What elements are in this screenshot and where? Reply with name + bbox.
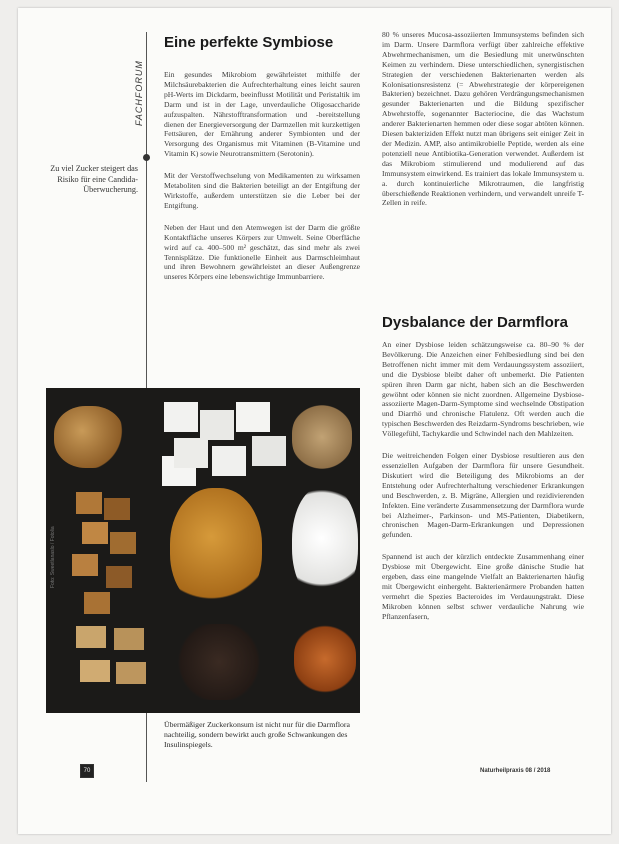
paragraph: Die weitreichenden Folgen einer Dysbiose resultieren aus den essenziellen Aufgaben der Darmflora für unsere Gesundheit. Diskutiert wird die Beteiligung des Mikrobioms an der Entstehung oder Aufrechterhaltung verschiedener Erkrankungen und Beschwerden, z. B. Migräne, Allergien und rezidivierenden Infekten. Eine veränderte Zusammensetzung der Darmflora wurde bei Alzheimer-, Parkinson- und MS-Patienten, Diabetikern, chronischen Magen-Darm-Erkrankungen und Depressionen gefunden.: [382, 451, 584, 540]
page-number: 70: [80, 764, 94, 778]
paragraph: Spannend ist auch der kürzlich entdeckte Zusammenhang einer Dysbiose mit Übergewicht. Eine große dänische Studie hat ergeben, dass eine mangelnde Vielfalt an Bakterienarten häufig mit Übergewicht einhergeht. Bakterienärmere Probanden hatten vermehrt die Spezies Bacteroides im Verdauungstrakt. Diese Mikroben können selbst schwer verdauliche Nahrung wie Pflanzenfasern,: [382, 552, 584, 621]
dark-sugar: [174, 624, 264, 700]
photo-credit: Foto: Sweetlanaslo / Fotolia: [50, 526, 56, 588]
paragraph: An einer Dysbiose leiden schätzungsweise ca. 80–90 % der Bevölkerung. Die Anzeichen einer Fehlbesiedlung sind bei den Betroffenen nicht immer mit dem Verdauungssystem assoziiert, und die Dysbiose bleibt daher oft unbemerkt. Die Patienten spüren ihren Darm gar nicht, haben sich an die Beschwerden gewöhnt oder können sie nicht zuordnen. Allgemeine Dysbiose-assoziierte Magen-Darm-Symptome sind wechselnde Obstipation und Diarrhö und chronische Flatulenz. Oft werden auch die typischen Beschwerden des Reizdarm-Syndroms beschrieben, wie Völlegefühl, Tachykardie und Schwindel nach den Mahlzeiten.: [382, 340, 584, 439]
cane-sugar: [292, 404, 352, 470]
left-text-column: [164, 70, 360, 294]
photo-caption: Übermäßiger Zuckerkonsum ist nicht nur für die Darmflora nachteilig, sondern bewirkt auch große Schwankungen des Insulinspiegels.: [164, 720, 350, 749]
sugar-cubes: [164, 402, 198, 432]
brown-sugar-crystals: [54, 406, 124, 468]
section-label: FACHFORUM: [134, 60, 144, 126]
paragraph: Ein gesundes Mikrobiom gewährleistet mithilfe der Milchsäurebakterien die Aufrechterhaltung eines leicht sauren pH-Werts im Dickdarm, beeinflusst Motilität und Peristaltik im Darm und ist in der Lage, unverdauliche Oligosaccharide aufzuspalten. Nährstofftransformation und -bereitstellung dienen der Energieversorgung der Darmzellen mit kurzkettigen Fettsäuren, der Ernährung anderer Symbionten und der Versorgung des Organismus mit Vitaminen (B-Vitamine und Vitamin K) sowie Neurotransmittern (Serotonin).: [164, 70, 360, 159]
paragraph: Mit der Verstoffwechselung von Medikamenten zu wirksamen Metaboliten sind die Bakterien beteiligt an der Entgiftung der Wirkstoffe, außerdem unterstützen sie die Leber bei der Entgiftung.: [164, 171, 360, 210]
divider-dot: [143, 154, 150, 161]
article-title: Eine perfekte Symbiose: [164, 34, 334, 51]
magazine-page: [18, 8, 611, 834]
section-heading: Dysbalance der Darmflora: [382, 314, 568, 331]
sugar-photo: [46, 388, 360, 713]
paragraph: Neben der Haut und den Atemwegen ist der Darm die größte Kontaktfläche unseres Körpers zur Umwelt. Seine Oberfläche wird auf ca. 400–500 m² geschätzt, das sind mehr als zwei Tennisplätze. Die funktionelle Einheit aus Darmschleimhaut und ihren Bewohnern gewährleistet an dieser Außengrenze unseres Körpers eine lebenswichtige Immunbarriere.: [164, 222, 360, 282]
right-text-column-bottom: [382, 340, 584, 634]
golden-sugar: [170, 488, 262, 610]
red-brown-sugar: [294, 624, 356, 694]
right-text-column-top: [382, 30, 584, 220]
footer-source: Naturheilpraxis 08 / 2018: [480, 768, 551, 774]
brown-sugar-cubes: [76, 492, 102, 514]
side-note: Zu viel Zucker steigert das Risiko für eine Candida-Überwucherung.: [50, 164, 138, 195]
sugar-tablets: [76, 626, 106, 648]
paragraph: 80 % unseres Mucosa-assoziierten Immunsystems befinden sich im Darm. Unsere Darmflora verfügt über zahlreiche effektive Abwehrmechanismen, um die Besiedlung mit unerwünschten Keimen zu verhindern. Diese unterschiedlichen, synergistischen Strategien der verschiedenen Bakterienarten werden als Kolonisationsresistenz (= Abwehrstrategie der körpereigenen Bakterien) bezeichnet. Dazu gehören Verdrängungsmechanismen gesunder Bakterienarten und die Bildung spezifischer Abwehrstoffe, sogenannter Bacteriocine, die das Wachstum anderer Bakterienarten hemmen oder diese sogar abtöten können. Diesen bakteriziden Effekt nutzt man übrigens seit einiger Zeit in der Medizin. AMP, also antimikrobielle Peptide, werden als eine potenziell neue Antibiotika-Generation verwendet. Außerdem ist das Mikrobiom stimulierend und modulierend auf das Immunsystem einwirkend. Es trainiert das lokale Immunsystem u. a. durch kontinuierliche Mikrotraumen, die langfristig überschießende Reaktionen verhindern, und verwandelt unreife T-Zellen in reife.: [382, 30, 584, 208]
white-sugar: [292, 486, 358, 602]
